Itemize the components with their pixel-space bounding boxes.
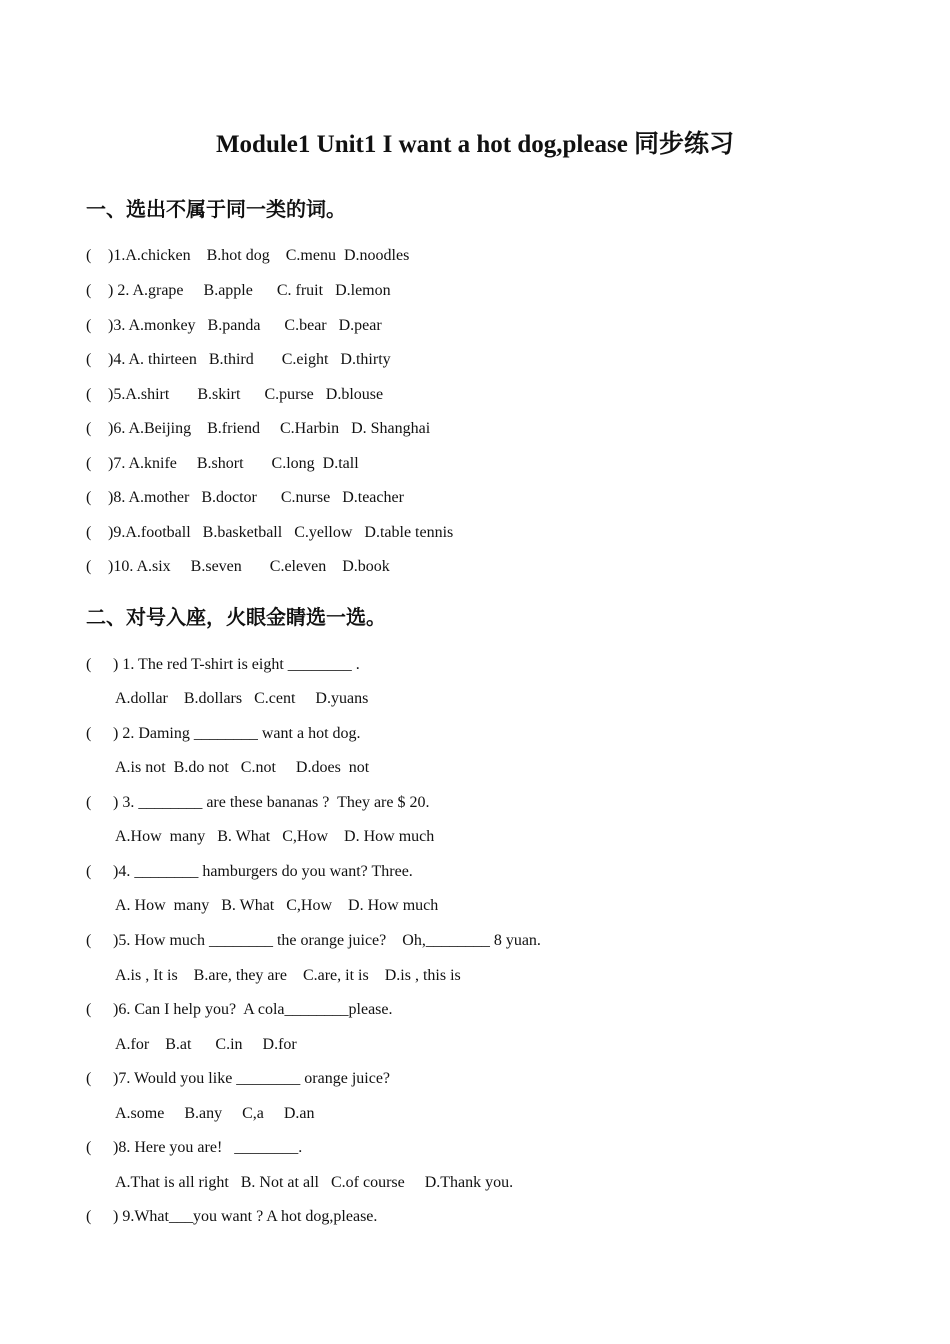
- s1-q9-text: )9.A.football B.basketball C.yellow D.table tennis: [108, 524, 454, 541]
- s2-q8-text: )8. Here you are! ________.: [113, 1139, 303, 1156]
- s1-q5-paren: (: [86, 386, 92, 403]
- s2-q3-paren: (: [86, 794, 92, 811]
- s2-q1-options: A.dollar B.dollars C.cent D.yuans: [115, 690, 369, 707]
- s2-q4-options: A. How many B. What C,How D. How much: [115, 897, 439, 914]
- s1-q6-text: )6. A.Beijing B.friend C.Harbin D. Shanghai: [108, 420, 431, 437]
- s1-q10-text: )10. A.six B.seven C.eleven D.book: [108, 558, 390, 575]
- s1-q4-paren: (: [86, 351, 92, 368]
- s2-q9-text: ) 9.What___you want ? A hot dog,please.: [113, 1208, 378, 1225]
- s2-q6-paren: (: [86, 1001, 92, 1018]
- s2-q8-options: A.That is all right B. Not at all C.of course D.Thank you.: [115, 1174, 514, 1191]
- s2-q7-paren: (: [86, 1070, 92, 1087]
- s1-q4-text: )4. A. thirteen B.third C.eight D.thirty: [108, 351, 391, 368]
- s2-q8-paren: (: [86, 1139, 92, 1156]
- s2-q4-paren: (: [86, 863, 92, 880]
- s2-q1-text: ) 1. The red T-shirt is eight ________ .: [113, 656, 360, 673]
- s1-q8-paren: (: [86, 489, 92, 506]
- s2-q6-text: )6. Can I help you? A cola________please.: [113, 1001, 393, 1018]
- s1-q7-paren: (: [86, 455, 92, 472]
- s2-q2-text: ) 2. Daming ________ want a hot dog.: [113, 725, 361, 742]
- section-2-heading: 二、对号入座，火眼金睛选一选。: [86, 605, 386, 629]
- section-1-heading: 一、选出不属于同一类的词。: [86, 197, 346, 221]
- s1-q3-text: )3. A.monkey B.panda C.bear D.pear: [108, 317, 382, 334]
- s1-q5-text: )5.A.shirt B.skirt C.purse D.blouse: [108, 386, 384, 403]
- s1-q2-paren: (: [86, 282, 92, 299]
- s2-q1-paren: (: [86, 656, 92, 673]
- s2-q4-text: )4. ________ hamburgers do you want? Three.: [113, 863, 413, 880]
- s1-q3-paren: (: [86, 317, 92, 334]
- s2-q2-options: A.is not B.do not C.not D.does not: [115, 759, 370, 776]
- s2-q6-options: A.for B.at C.in D.for: [115, 1036, 297, 1053]
- s1-q6-paren: (: [86, 420, 92, 437]
- s2-q2-paren: (: [86, 725, 92, 742]
- s2-q5-text: )5. How much ________ the orange juice? Oh,________ 8 yuan.: [113, 932, 541, 949]
- s1-q2-text: ) 2. A.grape B.apple C. fruit D.lemon: [108, 282, 391, 299]
- s1-q8-text: )8. A.mother B.doctor C.nurse D.teacher: [108, 489, 404, 506]
- s1-q1-text: )1.A.chicken B.hot dog C.menu D.noodles: [108, 247, 410, 264]
- s1-q10-paren: (: [86, 558, 92, 575]
- s1-q9-paren: (: [86, 524, 92, 541]
- s2-q5-options: A.is , It is B.are, they are C.are, it is D.is , this is: [115, 967, 461, 984]
- s2-q7-text: )7. Would you like ________ orange juice?: [113, 1070, 391, 1087]
- s2-q3-text: ) 3. ________ are these bananas ? They are $ 20.: [113, 794, 430, 811]
- s2-q7-options: A.some B.any C,a D.an: [115, 1105, 315, 1122]
- page-title: Module1 Unit1 I want a hot dog,please 同步练习: [215, 131, 735, 158]
- s1-q1-paren: (: [86, 247, 92, 264]
- s2-q3-options: A.How many B. What C,How D. How much: [115, 828, 435, 845]
- s2-q5-paren: (: [86, 932, 92, 949]
- s1-q7-text: )7. A.knife B.short C.long D.tall: [108, 455, 359, 472]
- s2-q9-paren: (: [86, 1208, 92, 1225]
